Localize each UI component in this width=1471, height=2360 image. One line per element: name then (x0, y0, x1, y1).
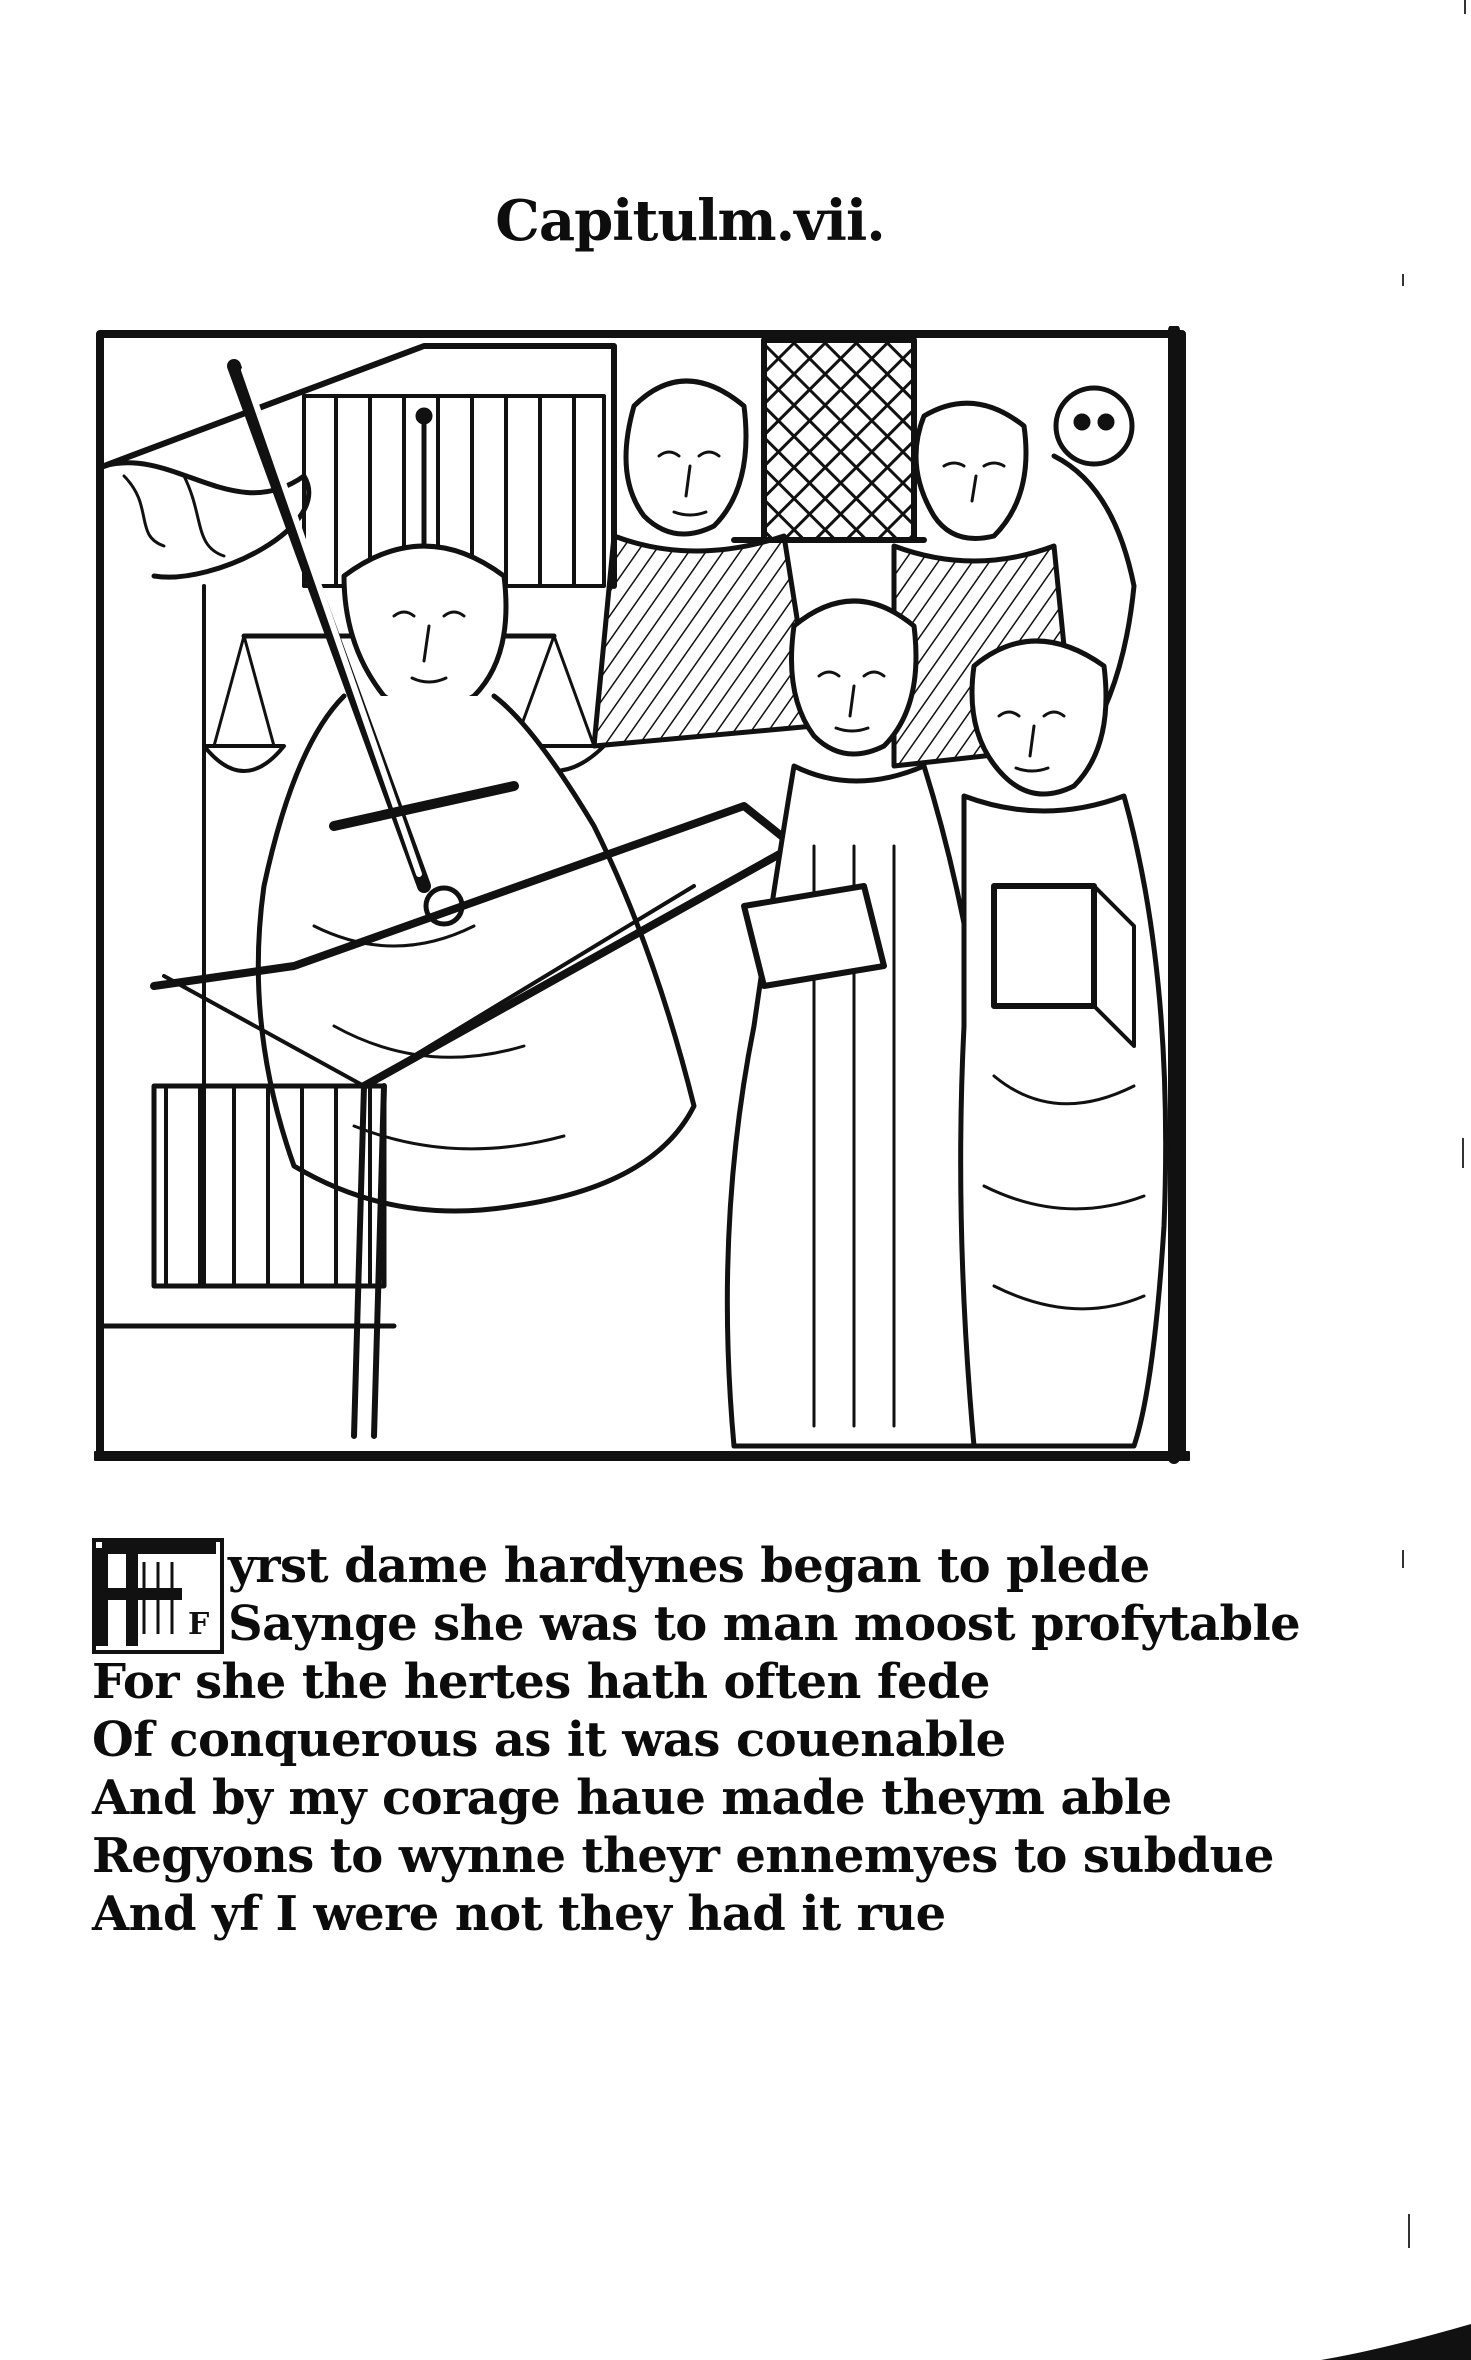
margin-mark (1402, 1550, 1404, 1568)
ink-smudge-icon (1321, 2320, 1471, 2360)
initial-letter: F (188, 1607, 210, 1642)
margin-mark (1464, 0, 1466, 14)
margin-mark (1462, 1138, 1464, 1168)
verse-line-4: Of conquerous as it was couenable (92, 1712, 1006, 1768)
chapter-heading: Capitulm.vii. (495, 188, 885, 254)
verse-line-3: For she the hertes hath often fede (92, 1654, 990, 1710)
verse-line-5: And by my corage haue made theym able (92, 1770, 1172, 1826)
woodcut-illustration-icon (94, 326, 1190, 1466)
verse-line-2: Saynge she was to man moost profytable (228, 1596, 1301, 1652)
verse-line-6: Regyons to wynne theyr ennemyes to subdue (92, 1828, 1274, 1884)
margin-mark (1402, 274, 1404, 286)
decorated-initial-icon (92, 1538, 224, 1654)
margin-mark (1408, 2214, 1410, 2248)
verse-line-7: And yf I were not they had it rue (92, 1886, 946, 1942)
verse-line-1: yrst dame hardynes began to plede (228, 1538, 1150, 1594)
